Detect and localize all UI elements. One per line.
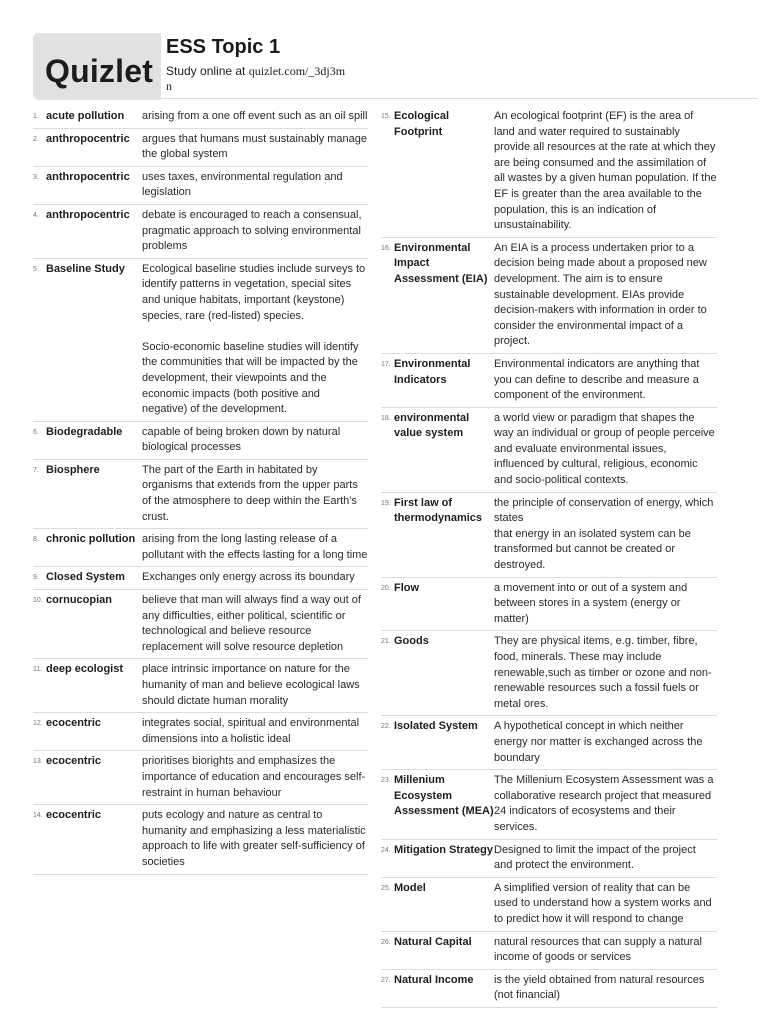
- term-row: [381, 878, 717, 932]
- term-number: 27.: [381, 976, 391, 984]
- term-row: [33, 659, 368, 713]
- term-definition: uses taxes, environmental regulation and legislation: [142, 170, 343, 199]
- term-label: Mitigation Strategy: [394, 843, 494, 856]
- term-row: [33, 422, 368, 460]
- term-label: deep ecologist: [46, 663, 124, 676]
- term-label: anthropocentric: [46, 170, 130, 183]
- term-row: [33, 567, 368, 590]
- term-number: 9.: [33, 574, 39, 582]
- term-number: 1.: [33, 113, 39, 120]
- term-label: acute pollution: [46, 110, 125, 122]
- term-number: 20.: [381, 584, 391, 592]
- term-definition: An EIA is a process undertaken prior to a decision being made about a proposed new development. The aim is to ensure sustainable development. EIAs provide decision-makers with information in order to consider the environmental impact of a project.: [494, 241, 707, 348]
- term-label: Ecological Footprint: [394, 110, 450, 138]
- term-definition: is the yield obtained from natural resources (not financial): [494, 973, 705, 1002]
- term-row: [381, 354, 717, 408]
- term-number: 7.: [33, 466, 39, 474]
- term-number: 17.: [381, 360, 391, 368]
- term-row: [381, 716, 717, 770]
- set-title: ESS Topic 1: [166, 36, 281, 58]
- term-row: [33, 167, 368, 205]
- term-row: [381, 840, 717, 878]
- study-online-url-tail: n: [166, 79, 172, 93]
- quizlet-logo: Quizlet: [45, 53, 154, 89]
- term-definition: Designed to limit the impact of the project and protect the environment.: [494, 843, 696, 872]
- term-number: 19.: [381, 499, 391, 507]
- term-row: [381, 238, 717, 354]
- term-definition: a movement into or out of a system and between stores in a system (energy or matter): [494, 581, 688, 625]
- term-definition: Environmental indicators are anything that you can define to describe and measure a component of the environment.: [494, 357, 700, 402]
- term-definition: the principle of conservation of energy, which states that energy in an isolated system can be transformed but cannot be created or destroyed.: [494, 496, 714, 572]
- term-number: 10.: [33, 597, 43, 605]
- term-number: 15.: [381, 113, 391, 120]
- term-row: [33, 460, 368, 529]
- term-definition: They are physical items, e.g. timber, fibre, food, minerals. These may include renewable,such as timber or ozone and non-renewable resources such a fossil fuels or metal ores.: [494, 635, 712, 710]
- term-label: cornucopian: [46, 594, 113, 607]
- study-online-prefix: Study online at: [166, 64, 249, 78]
- term-row: [381, 631, 717, 716]
- term-definition: believe that man will always find a way out of any difficulties, either political, scientific or technological and believe resource replacement will solve resource depletion: [142, 594, 361, 653]
- term-number: 16.: [381, 244, 391, 252]
- term-label: anthropocentric: [46, 208, 130, 221]
- term-row: [381, 970, 717, 1008]
- term-number: 3.: [33, 173, 39, 181]
- term-row: [33, 529, 368, 567]
- term-number: 25.: [381, 884, 391, 892]
- term-row: [381, 408, 717, 493]
- term-definition: Exchanges only energy across its boundary: [142, 571, 355, 584]
- term-label: Natural Capital: [394, 935, 472, 948]
- term-row: [33, 590, 368, 659]
- term-label: Environmental Indicators: [394, 357, 471, 386]
- term-label: Biodegradable: [46, 425, 123, 438]
- term-definition: natural resources that can supply a natural income of goods or services: [494, 935, 702, 964]
- term-label: chronic pollution: [46, 533, 136, 546]
- term-definition: prioritises biorights and emphasizes the importance of education and encourages self-restraint in human behaviour: [142, 755, 366, 799]
- term-row: [381, 770, 717, 839]
- quizlet-logo-box: [33, 33, 161, 100]
- term-number: 24.: [381, 846, 391, 854]
- term-row: [33, 205, 368, 259]
- term-label: environmental value system: [394, 411, 470, 440]
- term-row: [33, 106, 368, 129]
- term-number: 23.: [381, 777, 391, 785]
- term-definition: capable of being broken down by natural biological processes: [142, 425, 341, 454]
- term-number: 13.: [33, 758, 43, 766]
- term-row: [33, 129, 368, 167]
- term-label: Closed System: [46, 571, 125, 584]
- term-number: 8.: [33, 536, 39, 544]
- term-number: 22.: [381, 723, 391, 731]
- term-definition: a world view or paradigm that shapes the way an individual or group of people perceive and evaluate environmental issues, influenced by cultural, religious, economic and socio-political contexts.: [494, 411, 715, 487]
- term-definition: place intrinsic importance on nature for the humanity of man and believe ecological laws should dictate human morality: [142, 663, 360, 707]
- term-row: [381, 578, 717, 632]
- term-label: Goods: [394, 635, 429, 648]
- term-number: 11.: [33, 666, 43, 674]
- term-definition: debate is encouraged to reach a consensual, pragmatic approach to solving environmental problems: [142, 208, 362, 253]
- header-divider: [161, 98, 758, 99]
- term-label: ecocentric: [46, 809, 102, 822]
- term-number: 4.: [33, 211, 39, 219]
- term-row: [381, 932, 717, 970]
- term-number: 18.: [381, 414, 391, 422]
- term-definition: arising from a one off event such as an oil spill: [142, 110, 368, 122]
- term-label: Environmental Impact Assessment (EIA): [394, 241, 488, 285]
- term-number: 14.: [33, 812, 43, 820]
- term-definition: The Millenium Ecosystem Assessment was a collaborative research project that measured 24 indicators of ecosystems and their services.: [494, 774, 714, 833]
- term-label: First law of thermodynamics: [394, 496, 483, 525]
- term-row: [33, 259, 368, 422]
- term-definition: arising from the long lasting release of a pollutant with the effects lasting for a long time: [142, 533, 368, 561]
- term-label: ecocentric: [46, 717, 102, 730]
- term-label: anthropocentric: [46, 132, 130, 145]
- term-number: 5.: [33, 265, 39, 273]
- term-label: Flow: [394, 581, 420, 594]
- study-online-line: [166, 64, 345, 94]
- term-definition: A simplified version of reality that can be used to understand how a system works and to predict how it will respond to change: [494, 881, 712, 925]
- term-definition: An ecological footprint (EF) is the area of land and water required to sustainably provide all resources at the rate at which they are being consumed and the assimilation of all wastes by a given human population. If the EF is greater than the area available to the population, this is an indication of unsustainability.: [494, 110, 717, 232]
- term-definition: puts ecology and nature as central to humanity and emphasizing a less materialistic approach to life with greater self-sufficiency of societies: [142, 809, 366, 868]
- term-definition: integrates social, spiritual and environmental dimensions into a holistic ideal: [142, 717, 360, 745]
- term-row: [33, 751, 368, 805]
- term-number: 21.: [381, 638, 391, 646]
- term-label: ecocentric: [46, 755, 102, 768]
- term-label: Isolated System: [394, 720, 478, 733]
- term-definition: Ecological baseline studies include surveys to identify patterns in vegetation, special sites and unique habitats, important (keystone) species, rare (red-listed) species. Socio-economic baseline studies will identify the communities that will be impacted by the development, their viewpoints and the economic impacts (both positive and negative) of the development.: [142, 262, 366, 416]
- term-number: 26.: [381, 938, 391, 946]
- term-definition: argues that humans must sustainably manage the global system: [142, 132, 368, 161]
- study-online-url[interactable]: quizlet.com/_3dj3m: [248, 64, 346, 78]
- terms-column-left: [33, 106, 368, 875]
- term-number: 2.: [33, 135, 39, 143]
- term-row: [381, 493, 717, 578]
- term-row: [33, 805, 368, 874]
- term-number: 12.: [33, 720, 43, 728]
- term-label: Biosphere: [46, 463, 100, 476]
- term-label: Model: [394, 881, 426, 894]
- term-definition: A hypothetical concept in which neither energy nor matter is exchanged across the boundary: [494, 720, 703, 764]
- term-label: Baseline Study: [46, 262, 125, 275]
- terms-column-right: [381, 106, 717, 1008]
- term-label: Millenium Ecosystem Assessment (MEA): [394, 774, 494, 818]
- term-definition: The part of the Earth in habitated by organisms that extends from the upper parts of the atmosphere to deep within the Earth's crust.: [142, 463, 358, 523]
- term-number: 6.: [33, 428, 39, 436]
- term-row: [33, 713, 368, 751]
- term-label: Natural Income: [394, 973, 474, 986]
- term-row: [381, 106, 717, 238]
